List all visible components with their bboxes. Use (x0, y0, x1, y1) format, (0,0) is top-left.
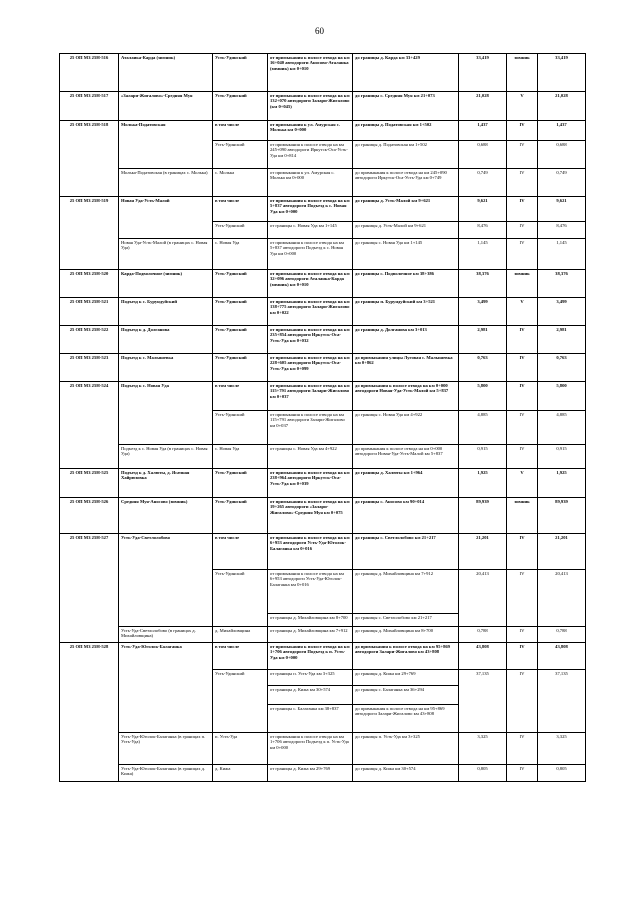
segment-start: от примыкания к полосе отвода на км 5+837 автодороги Подъезд к с. Новая Уда км 0+000 (268, 197, 353, 222)
segment-end: до границы д. Усть-Малой км 9+621 (353, 197, 459, 222)
segment-start: от границы д. Михайловщина км 7+912 (268, 627, 353, 643)
length-km: 0,749 (459, 169, 507, 197)
segment-end: до границы с. Светлолобово км 21+217 (353, 534, 459, 570)
length-km: 0,763 (459, 354, 507, 382)
length-km: 38,376 (459, 270, 507, 298)
road-category: IV (507, 354, 538, 382)
table-row (60, 239, 586, 270)
segment-end: до примыкания к полосе отвода на км 245+090 автодороги Иркутск-Оса-Усть-Уда км 0+749 (353, 169, 459, 197)
road-category: IV (507, 534, 538, 570)
table-row (60, 534, 586, 570)
road-category: IV (507, 411, 538, 445)
road-name: Подъезд к д. Долганова (119, 326, 213, 354)
road-register-table (59, 53, 586, 782)
segment-end: до границы д. Кижа км 30+574 (353, 765, 459, 782)
road-name: Молька-Податовская (в границах с. Молька) (119, 169, 213, 197)
district: в том числе (213, 197, 268, 222)
road-name: Подъезд к с. Новая Уда (в границах с. Новая Уда) (119, 445, 213, 469)
segment-end: до границы д. Долганова км 3+013 (353, 326, 459, 354)
road-category: IV (507, 765, 538, 782)
total-length-km: 2,981 (538, 326, 586, 354)
segment-start: от границы д. Кижа км 30+574 (268, 686, 353, 705)
table-row (60, 270, 586, 298)
district: Усть-Удинский (213, 141, 268, 169)
segment-start: от примыкания к полосе отвода на км 138+775 автодороги Залари-Жигалово км 0+022 (268, 298, 353, 326)
length-km: 37,135 (459, 670, 507, 733)
total-length-km: 4,885 (538, 411, 586, 445)
road-category: IV (507, 570, 538, 627)
length-km: 0,788 (459, 627, 507, 643)
road-category: IV (507, 222, 538, 239)
segment-end: до границы д. Усть-Малой км 9+621 (353, 222, 459, 239)
road-name: Усть-Уда-Юголок-Балаганка (в границах п. Усть-Уда) (119, 733, 213, 765)
road-name: Усть-Уда-Юголок-Балаганка (119, 643, 213, 733)
segment-start: от примыкания к полосе отвода на км 132+070 автодороги Залари-Жигалово (км 0+045) (268, 92, 353, 121)
road-category: IV (507, 445, 538, 469)
road-code: 25 ОП МЗ 25Н-526 (60, 498, 119, 534)
table-row (60, 121, 586, 141)
table-row (60, 765, 586, 782)
road-name: Усть-Уда-Светлолобово (в границах д. Михайловщина) (119, 627, 213, 643)
road-name: Новая Уда-Усть-Малой (в границах с. Новая Уда) (119, 239, 213, 270)
page-number: 60 (315, 26, 324, 36)
segment-start: от примыкания к полосе отвода на км 238+964 автодороги Иркутск-Оса-Усть-Уда км 0+039 (268, 469, 353, 498)
table-row (60, 469, 586, 498)
district: п. Усть-Уда (213, 733, 268, 765)
length-km: 33,419 (459, 54, 507, 92)
total-length-km: 3,325 (538, 733, 586, 765)
total-length-km: 20,413 (538, 570, 586, 627)
total-length-km: 0,805 (538, 765, 586, 782)
segment-start: от границы с. Балаганка км 38+837 (268, 705, 353, 733)
length-km: 0,915 (459, 445, 507, 469)
segment-end: до границы п. Усть-Уда км 3+325 (353, 733, 459, 765)
road-category: IV (507, 121, 538, 141)
segment-start: от примыкания к полосе отвода на км 32+096 автодороги Аталанка-Карда (зимник) км 0+010 (268, 270, 353, 298)
district: в том числе (213, 534, 268, 570)
road-code: 25 ОП МЗ 25Н-518 (60, 121, 119, 197)
road-category: зимник (507, 498, 538, 534)
length-km: 9,621 (459, 197, 507, 222)
segment-end: до границы с. Подволочное км 38+386 (353, 270, 459, 298)
road-category: IV (507, 326, 538, 354)
district: с. Новая Уда (213, 239, 268, 270)
segment-end: до примыкания к полосе отвода на км 95+869 автодороги Залари-Жигалово км 43+808 (353, 643, 459, 670)
segment-end: до границы п. Бурундуйский км 3+521 (353, 298, 459, 326)
segment-start: от примыкания к полосе отвода на км 1+706 автодороги Подъезд к п. Усть-Уда км 0+000 (268, 733, 353, 765)
road-code: 25 ОП МЗ 25Н-519 (60, 197, 119, 270)
road-name: Подъезд к с. Новая Уда (119, 382, 213, 445)
segment-end: до границы д. Кижа км 29+769 (353, 670, 459, 686)
road-code: 25 ОП МЗ 25Н-523 (60, 354, 119, 382)
total-length-km: 9,621 (538, 197, 586, 222)
district: Усть-Удинский (213, 498, 268, 534)
total-length-km: 1,437 (538, 121, 586, 141)
road-code: 25 ОП МЗ 25Н-521 (60, 298, 119, 326)
segment-start: от границы д. Кижа км 29+769 (268, 765, 353, 782)
road-code: 25 ОП МЗ 25Н-528 (60, 643, 119, 782)
district: Усть-Удинский (213, 570, 268, 627)
total-length-km: 0,749 (538, 169, 586, 197)
district: в том числе (213, 382, 268, 411)
road-code: 25 ОП МЗ 25Н-520 (60, 270, 119, 298)
length-km: 21,028 (459, 92, 507, 121)
total-length-km: 21,201 (538, 534, 586, 570)
segment-end: до примыкания к полосе отвода на км 95+869 автодороги Залари-Жигалово км 43+808 (353, 705, 459, 733)
district: Усть-Удинский (213, 411, 268, 445)
segment-end: до границы с. Новая Уда км 4+922 (353, 411, 459, 445)
road-name: Молька-Податовская (119, 121, 213, 169)
segment-end: до границы с. Балаганка км 36+294 (353, 686, 459, 705)
district: в том числе (213, 643, 268, 670)
total-length-km: 89,939 (538, 498, 586, 534)
segment-end: до примыкания улицы Луговая с. Малышевка км 0+862 (353, 354, 459, 382)
segment-start: от примыкания к полосе отвода на км 228+605 автодороги Иркутск-Оса-Усть-Уда км 0+099 (268, 354, 353, 382)
road-code: 25 ОП МЗ 25Н-516 (60, 54, 119, 92)
district: Усть-Удинский (213, 469, 268, 498)
road-category: IV (507, 239, 538, 270)
segment-start: от примыкания к полосе отвода на км 115+791 автодороги Залари-Жигалово км 0+037 (268, 411, 353, 445)
road-code: 25 ОП МЗ 25Н-527 (60, 534, 119, 643)
district: в том числе (213, 121, 268, 141)
segment-start: от примыкания к полосе отвода на км 19+265 автодороги «Залари-Жигалово»-Средняя Муя км 0+075 (268, 498, 353, 534)
district: Усть-Удинский (213, 326, 268, 354)
total-length-km: 33,419 (538, 54, 586, 92)
total-length-km: 8,476 (538, 222, 586, 239)
length-km: 1,145 (459, 239, 507, 270)
road-code: 25 ОП МЗ 25Н-525 (60, 469, 119, 498)
road-category: IV (507, 141, 538, 169)
road-category: V (507, 92, 538, 121)
district: Усть-Удинский (213, 92, 268, 121)
segment-end: до границы с. Светлолобово км 21+217 (353, 614, 459, 627)
total-length-km: 37,135 (538, 670, 586, 733)
length-km: 89,939 (459, 498, 507, 534)
road-category: IV (507, 169, 538, 197)
road-code: 25 ОП МЗ 25Н-522 (60, 326, 119, 354)
table-row (60, 54, 586, 92)
road-name: Аталаика-Карда (зимник) (119, 54, 213, 92)
road-category: IV (507, 382, 538, 411)
segment-start: от примыкания к полосе отвода на км 5+837 автодороги Подъезд к с. Новая Уда км 0+000 (268, 239, 353, 270)
district: Усть-Удинский (213, 298, 268, 326)
segment-start: от примыкания к полосе отвода на км 6+953 автодороги Усть-Уда-Юголок-Балаганка км 0+016 (268, 534, 353, 570)
length-km: 21,201 (459, 534, 507, 570)
road-category: IV (507, 733, 538, 765)
total-length-km: 0,763 (538, 354, 586, 382)
district: Усть-Удинский (213, 354, 268, 382)
segment-end: до границы с. Аносово км 90+014 (353, 498, 459, 534)
road-name: Новая Уда-Усть-Малой (119, 197, 213, 239)
total-length-km: 0,788 (538, 627, 586, 643)
table-row (60, 92, 586, 121)
road-name: Подъезд к д. Халюты, д. Ясачная Хайрюзовка (119, 469, 213, 498)
segment-end: до границы д. Карда км 33+429 (353, 54, 459, 92)
table-row (60, 169, 586, 197)
segment-end: до границы д. Халюты км 1+964 (353, 469, 459, 498)
length-km: 20,413 (459, 570, 507, 627)
length-km: 1,437 (459, 121, 507, 141)
road-name: «Залари-Жигалово»-Средняя Муя (119, 92, 213, 121)
total-length-km: 21,028 (538, 92, 586, 121)
district: Усть-Удинский (213, 270, 268, 298)
segment-start: от примыкания к полосе отвода на км 6+953 автодороги Усть-Уда-Юголок-Балаганка км 0+016 (268, 570, 353, 614)
district: Усть-Удинский (213, 222, 268, 239)
road-name: Карда-Подволочное (зимник) (119, 270, 213, 298)
road-category: IV (507, 670, 538, 733)
district: д. Кижа (213, 765, 268, 782)
segment-start: от примыкания к полосе отвода на км 16+040 автодороги Аносово-Аталанка (зимник) км 0+010 (268, 54, 353, 92)
segment-end: до примыкания к полосе отвода на км 0+000 автодороги Новая-Уда-Усть-Малой км 5+837 (353, 382, 459, 411)
length-km: 3,325 (459, 733, 507, 765)
length-km: 8,476 (459, 222, 507, 239)
segment-start: от примыкания к ул. Амурская с. Молька км 0+000 (268, 121, 353, 141)
length-km: 2,981 (459, 326, 507, 354)
total-length-km: 0,915 (538, 445, 586, 469)
segment-start: от примыкания к полосе отвода на км 245+090 автодороги Иркутск-Оса-Усть-Уда км 0+814 (268, 141, 353, 169)
district: Усть-Удинский (213, 54, 268, 92)
table-row (60, 354, 586, 382)
table-row (60, 445, 586, 469)
segment-end: до границы д. Михайловщина км 7+912 (353, 570, 459, 614)
district: с. Новая Уда (213, 445, 268, 469)
segment-start: от границы п. Усть-Уда км 3+325 (268, 670, 353, 686)
road-name: Усть-Уда-Юголок-Балаганка (в границах д. Кижа) (119, 765, 213, 782)
segment-end: до примыкания к полосе отвода на км 0+000 автодороги Новая-Уда-Усть-Малой км 5+837 (353, 445, 459, 469)
table-row (60, 197, 586, 222)
road-code: 25 ОП МЗ 25Н-517 (60, 92, 119, 121)
length-km: 43,808 (459, 643, 507, 670)
road-category: зимник (507, 54, 538, 92)
segment-end: до границы д. Михайловщина км 8+700 (353, 627, 459, 643)
segment-end: до границы с. Новая Уда км 1+145 (353, 239, 459, 270)
segment-start: от примыкания к полосе отвода на км 115+791 автодороги Залари-Жигалово км 0+037 (268, 382, 353, 411)
road-code: 25 ОП МЗ 25Н-524 (60, 382, 119, 469)
road-category: зимник (507, 270, 538, 298)
segment-end: до границы д. Податовская км 1+502 (353, 141, 459, 169)
segment-end: до границы д. Податовская км 1+502 (353, 121, 459, 141)
length-km: 1,925 (459, 469, 507, 498)
segment-start: от примыкания к полосе отвода на км 1+706 автодороги Подъезд к п. Усть-Уда км 0+000 (268, 643, 353, 670)
road-name: Подъезд к с. Бурундуйский (119, 298, 213, 326)
total-length-km: 3,499 (538, 298, 586, 326)
table-row (60, 643, 586, 670)
road-category: V (507, 469, 538, 498)
total-length-km: 0,688 (538, 141, 586, 169)
road-category: IV (507, 627, 538, 643)
segment-start: от границы с. Новая Уда км 4+922 (268, 445, 353, 469)
road-name: Средняя Муя-Аносово (зимник) (119, 498, 213, 534)
district: с. Молька (213, 169, 268, 197)
segment-end: до границы с. Средняя Муя км 21+073 (353, 92, 459, 121)
district: д. Михайловщина (213, 627, 268, 643)
road-name: Подъезд к с. Малышевка (119, 354, 213, 382)
district: Усть-Удинский (213, 670, 268, 733)
length-km: 0,805 (459, 765, 507, 782)
length-km: 5,800 (459, 382, 507, 411)
total-length-km: 1,925 (538, 469, 586, 498)
road-name: Усть-Уда-Светлолобово (119, 534, 213, 627)
length-km: 0,688 (459, 141, 507, 169)
length-km: 3,499 (459, 298, 507, 326)
segment-start: от границы д. Михайловщина км 8+700 (268, 614, 353, 627)
total-length-km: 1,145 (538, 239, 586, 270)
segment-start: от примыкания к ул. Амурская с. Молька км 0+000 (268, 169, 353, 197)
total-length-km: 5,800 (538, 382, 586, 411)
table-row (60, 498, 586, 534)
segment-start: от примыкания к полосе отвода на км 235+854 автодороги Иркутск-Оса-Усть-Уда км 0+032 (268, 326, 353, 354)
table-row (60, 733, 586, 765)
road-category: IV (507, 197, 538, 222)
table-row (60, 627, 586, 643)
table-row (60, 298, 586, 326)
road-category: IV (507, 643, 538, 670)
total-length-km: 43,808 (538, 643, 586, 670)
total-length-km: 38,376 (538, 270, 586, 298)
road-category: V (507, 298, 538, 326)
table-row (60, 326, 586, 354)
length-km: 4,885 (459, 411, 507, 445)
table-row (60, 382, 586, 411)
segment-start: от границы с. Новая Уда км 1+145 (268, 222, 353, 239)
